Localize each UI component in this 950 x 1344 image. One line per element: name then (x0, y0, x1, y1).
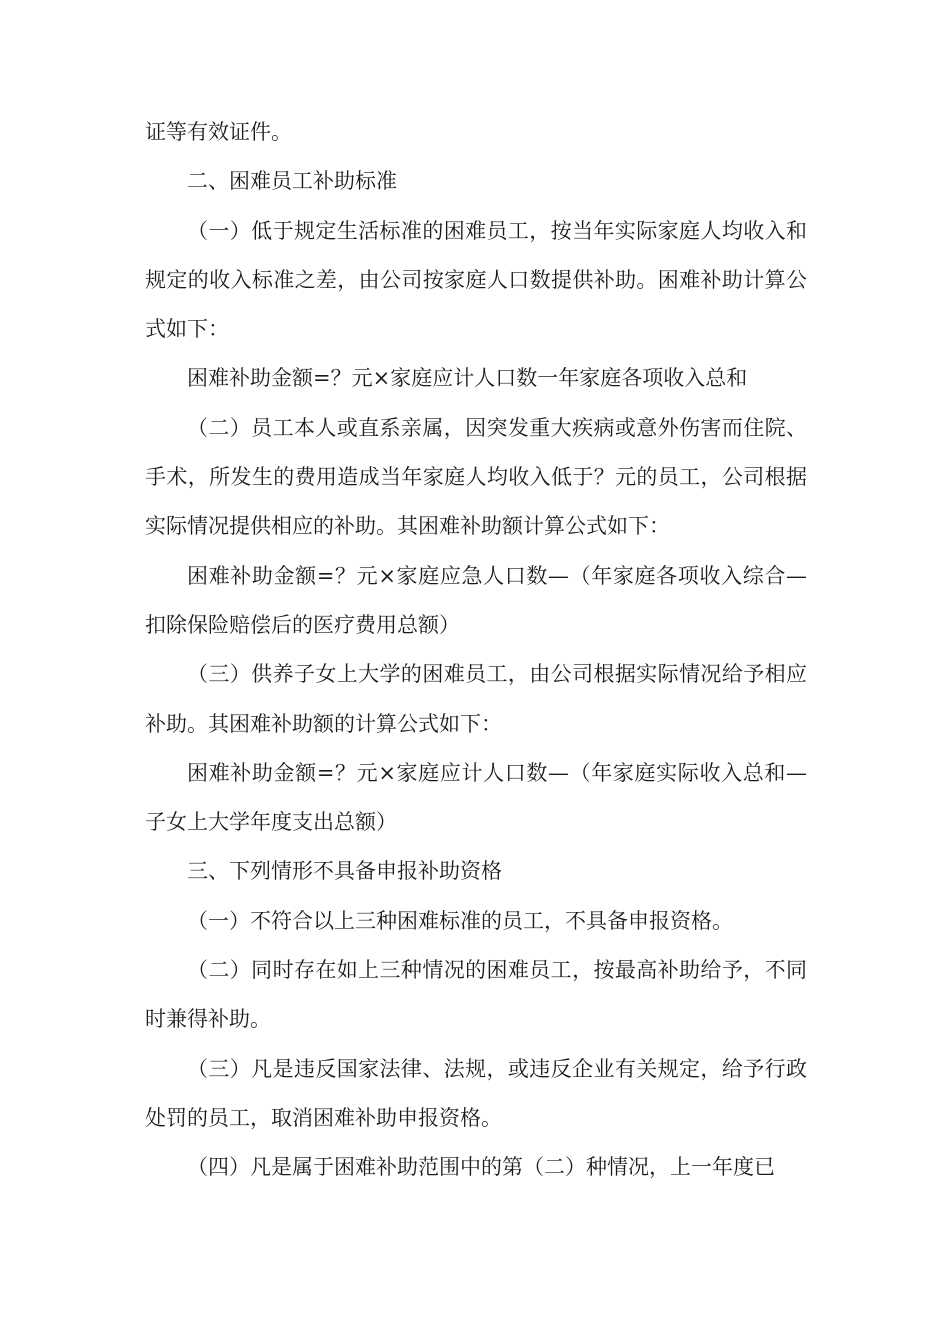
paragraph-item-2: （二）员工本人或直系亲属，因突发重大疾病或意外伤害而住院、手术，所发生的费用造成当年家庭人均收入低于？元的员工，公司根据实际情况提供相应的补助。其困难补助额计算公式如下： (145, 415, 807, 539)
paragraph-item-1: （一）低于规定生活标准的困难员工，按当年实际家庭人均收入和规定的收入标准之差，由公司按家庭人口数提供补助。困难补助计算公式如下： (145, 218, 807, 342)
paragraph-rule-3: （三）凡是违反国家法律、法规，或违反企业有关规定，给予行政处罚的员工，取消困难补助申报资格。 (145, 1056, 807, 1130)
paragraph-item-3: （三）供养子女上大学的困难员工，由公司根据实际情况给予相应补助。其困难补助额的计算公式如下： (145, 662, 807, 736)
formula-2: 困难补助金额=？元×家庭应急人口数—（年家庭各项收入综合—扣除保险赔偿后的医疗费用总额） (145, 563, 807, 637)
paragraph-rule-1: （一）不符合以上三种困难标准的员工，不具备申报资格。 (187, 908, 733, 933)
section-heading-3: 三、下列情形不具备申报补助资格 (187, 859, 502, 884)
document-body (145, 108, 807, 1193)
formula-1: 困难补助金额=？元×家庭应计人口数一年家庭各项收入总和 (187, 366, 748, 391)
formula-3: 困难补助金额=？元×家庭应计人口数—（年家庭实际收入总和—子女上大学年度支出总额） (145, 760, 807, 835)
paragraph-rule-2: （二）同时存在如上三种情况的困难员工，按最高补助给予，不同时兼得补助。 (145, 958, 807, 1032)
section-heading-2: 二、困难员工补助标准 (187, 169, 397, 194)
paragraph-rule-4: （四）凡是属于困难补助范围中的第（二）种情况，上一年度已 (187, 1155, 775, 1180)
paragraph-continuation: 证等有效证件。 (145, 120, 292, 144)
